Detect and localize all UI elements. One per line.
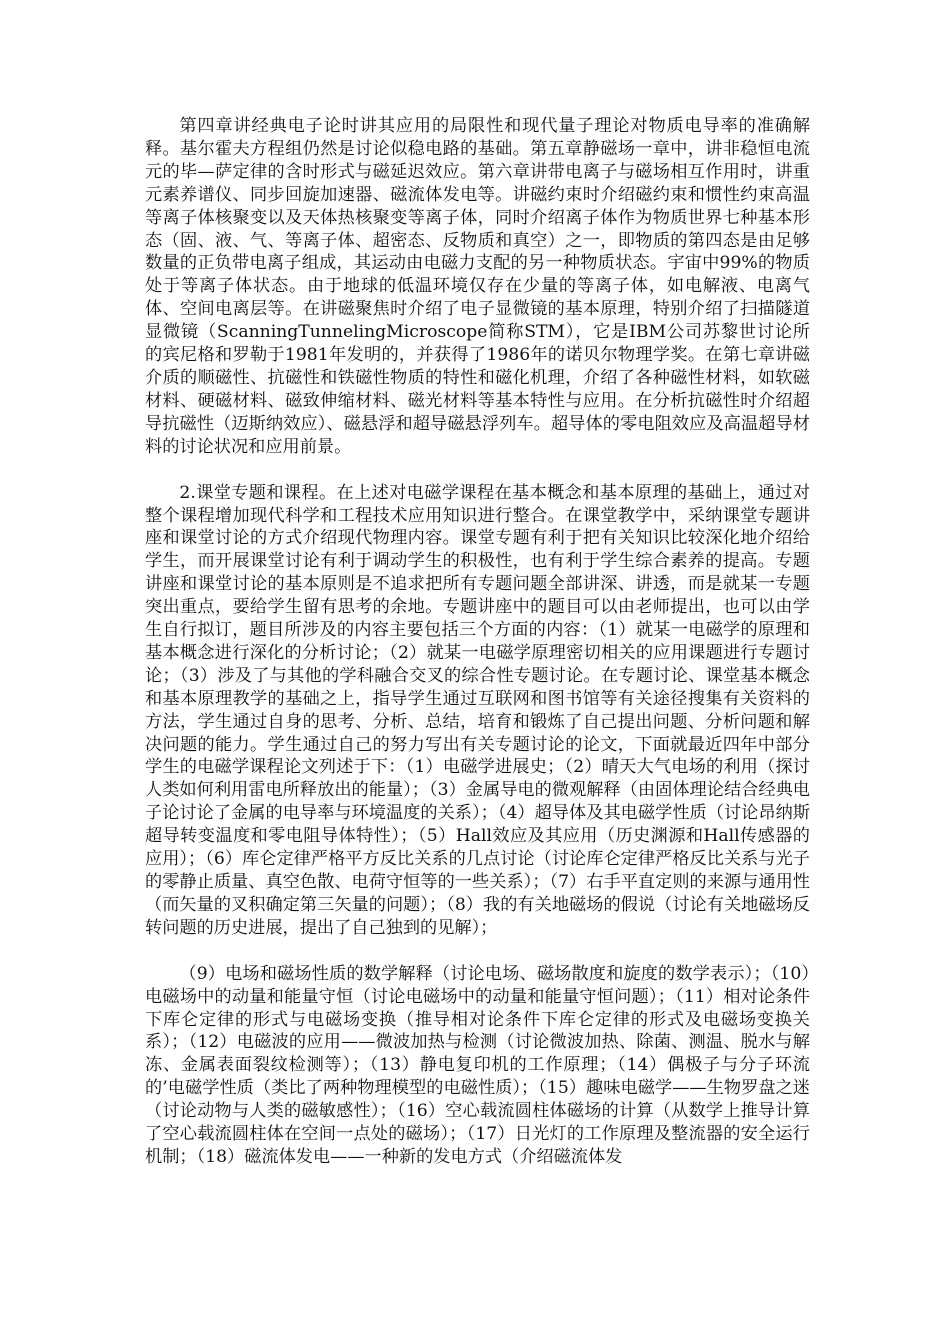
document-page <box>145 115 810 1169</box>
paragraph-student-papers: （9）电场和磁场性质的数学解释（讨论电场、磁场散度和旋度的数学表示）；（10）电磁场中的动量和能量守恒（讨论电磁场中的动量和能量守恒问题）；（11）相对论条件下库仑定律的形式与电磁场变换（推导相对论条件下库仑定律的形式及电磁场变换关系）；（12）电磁波的应用——微波加热与检测（讨论微波加热、除菌、测温、脱水与解冻、金属表面裂纹检测等）；（13）静电复印机的工作原理；（14）偶极子与分子环流的’电磁学性质（类比了两种物理模型的电磁性质）；（15）趣味电磁学——生物罗盘之迷（讨论动物与人类的磁敏感性）；（16）空心载流圆柱体磁场的计算（从数学上推导计算了空心载流圆柱体在空间一点处的磁场）；（17）日光灯的工作原理及整流器的安全运行机制；（18）磁流体发电——一种新的发电方式（介绍磁流体发 <box>145 963 810 1167</box>
paragraph-classroom-topics: 2.课堂专题和课程。在上述对电磁学课程在基本概念和基本原理的基础上，通过对整个课程增加现代科学和工程技术应用知识进行整合。在课堂教学中，采纳课堂专题讲座和课堂讨论的方式介绍现代物理内容。课堂专题有利于把有关知识比较深化地介绍给学生，而开展课堂讨论有利于调动学生的积极性，也有利于学生综合素养的提高。专题讲座和课堂讨论的基本原则是不追求把所有专题问题全部讲深、讲透，而是就某一专题突出重点，要给学生留有思考的余地。专题讲座中的题目可以由老师提出，也可以由学生自行拟订，题目所涉及的内容主要包括三个方面的内容：（1）就某一电磁学的原理和基本概念进行深化的分析讨论；（2）就某一电磁学原理密切相关的应用课题进行专题讨论；（3）涉及了与其他的学科融合交叉的综合性专题讨论。在专题讨论、课堂基本概念和基本原理教学的基础之上，指导学生通过互联网和图书馆等有关途径搜集有关资料的方法，学生通过自身的思考、分析、总结，培育和锻炼了自己提出问题、分析问题和解决问题的能力。学生通过自己的努力写出有关专题讨论的论文，下面就最近四年中部分学生的电磁学课程论文列述于下：（1）电磁学进展史；（2）晴天大气电场的利用（探讨人类如何利用雷电所释放出的能量）；（3）金属导电的微观解释（由固体理论结合经典电子论讨论了金属的电导率与环境温度的关系）；（4）超导体及其电磁学性质（讨论昂纳斯超导转变温度和零电阻导体特性）；（5）Hall效应及其应用（历史渊源和Hall传感器的应用）；（6）库仑定律严格平方反比关系的几点讨论（讨论库仑定律严格反比关系与光子的零静止质量、真空色散、电荷守恒等的一些关系）；（7）右手平直定则的来源与通用性（而矢量的叉积确定第三矢量的问题）；（8）我的有关地磁场的假说（讨论有关地磁场反转问题的历史进展，提出了自己独到的见解）； <box>145 482 810 938</box>
paragraph-chapter-overview: 第四章讲经典电子论时讲其应用的局限性和现代量子理论对物质电导率的准确解释。基尔霍夫方程组仍然是讨论似稳电路的基础。第五章静磁场一章中，讲非稳恒电流元的毕—萨定律的含时形式与磁延迟效应。第六章讲带电离子与磁场相互作用时，讲重元素养谱仪、同步回旋加速器、磁流体发电等。讲磁约束时介绍磁约束和惯性约束高温等离子体核聚变以及天体热核聚变等离子体，同时介绍离子体作为物质世界七种基本形态（固、液、气、等离子体、超密态、反物质和真空）之一，即物质的第四态是由足够数量的正负带电离子组成，其运动由电磁力支配的另一种物质状态。宇宙中99%的物质处于等离子体状态。由于地球的低温环境仅存在少量的等离子体，如电解液、电离气体、空间电离层等。在讲磁聚焦时介绍了电子显微镜的基本原理，特别介绍了扫描隧道显微镜（ScanningTunnelingMicroscope简称STM），它是IBM公司苏黎世讨论所的宾尼格和罗勒于1981年发明的，并获得了1986年的诺贝尔物理学奖。在第七章讲磁介质的顺磁性、抗磁性和铁磁性物质的特性和磁化机理，介绍了各种磁性材料，如软磁材料、硬磁材料、磁致伸缩材料、磁光材料等基本特性与应用。在分析抗磁性时介绍超导抗磁性（迈斯纳效应）、磁悬浮和超导磁悬浮列车。超导体的零电阻效应及高温超导材料的讨论状况和应用前景。 <box>145 116 810 457</box>
